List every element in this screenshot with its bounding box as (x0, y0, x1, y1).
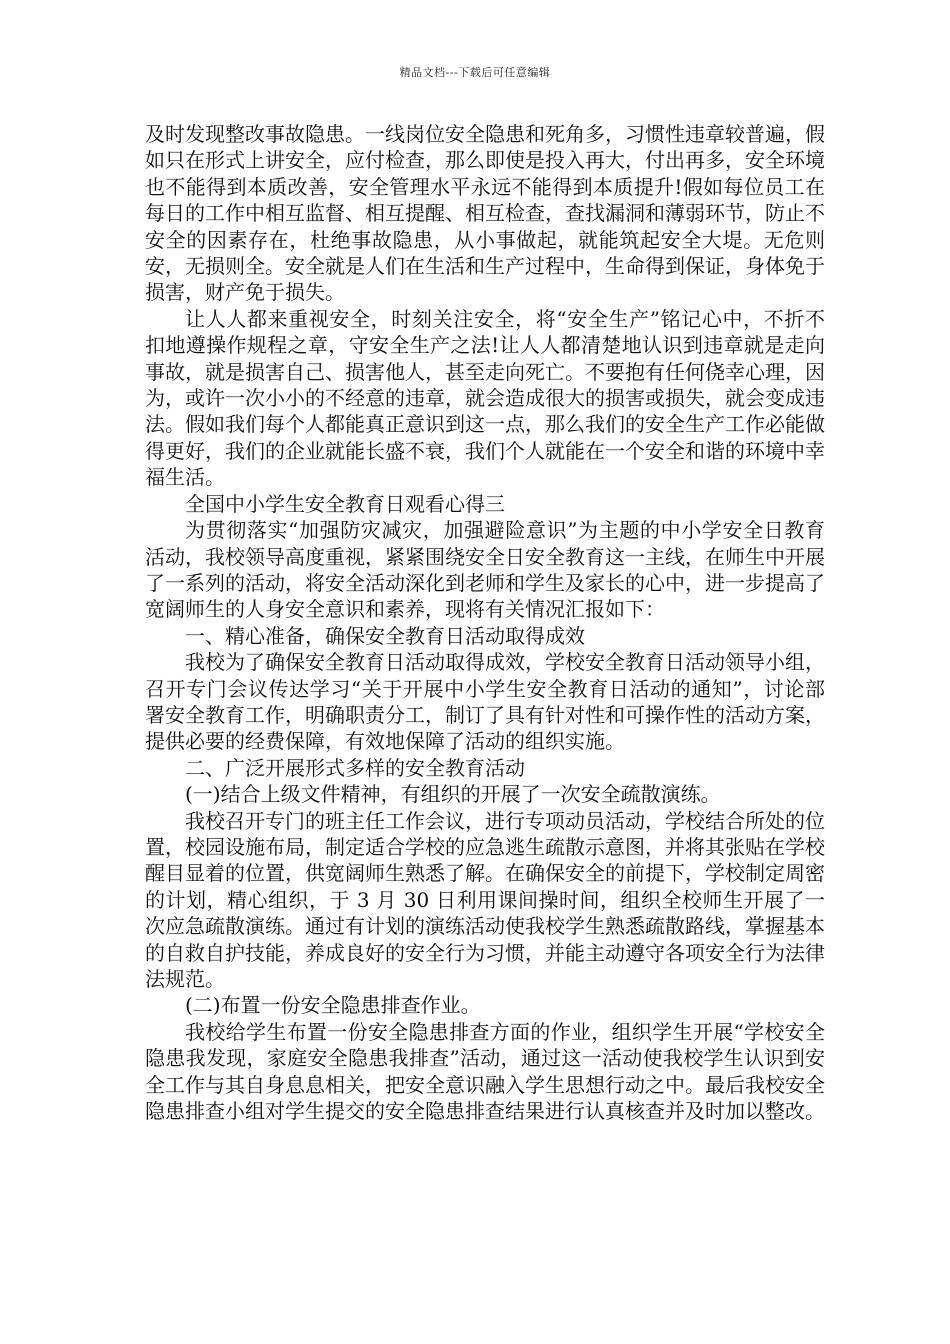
paragraph: 我校为了确保安全教育日活动取得成效，学校安全教育日活动领导小组，召开专门会议传达学习“关于开展中小学生安全教育日活动的通知”，讨论部署安全教育工作，明确职责分工，制订了具有针对性和可操作性的活动方案，提供必要的经费保障，有效地保障了活动的组织实施。 (145, 650, 825, 754)
section-title: 全国中小学生安全教育日观看心得三 (185, 491, 505, 516)
document-body (145, 121, 825, 1124)
section-heading: 一、精心准备，确保安全教育日活动取得成效 (185, 623, 585, 648)
paragraph: 为贯彻落实“加强防灾减灾，加强避险意识”为主题的中小学安全日教育活动，我校领导高度重视，紧紧围绕安全日安全教育这一主线，在师生中开展了一系列的活动，将安全活动深化到老师和学生及家长的心中，进一步提高了宽阔师生的人身安全意识和素养，现将有关情况汇报如下： (145, 518, 825, 622)
paragraph: 及时发现整改事故隐患。一线岗位安全隐患和死角多，习惯性违章较普遍，假如只在形式上讲安全，应付检查，那么即使是投入再大，付出再多，安全环境也不能得到本质改善，安全管理水平永远不能得到本质提升!假如每位员工在每日的工作中相互监督、相互提醒、相互检查，查找漏洞和薄弱环节，防止不安全的因素存在，杜绝事故隐患，从小事做起，就能筑起安全大堤。无危则安，无损则全。安全就是人们在生活和生产过程中，生命得到保证，身体免于损害，财产免于损失。 (145, 122, 825, 305)
paragraph: 让人人都来重视安全，时刻关注安全，将“安全生产”铭记心中，不折不扣地遵操作规程之章，守安全生产之法!让人人都清楚地认识到违章就是走向事故，就是损害自己、损害他人，甚至走向死亡。不要抱有任何侥幸心理，因为，或许一次小小的不经意的违章，就会造成很大的损害或损失，就会变成违法。假如我们每个人都能真正意识到这一点，那么我们的安全生产工作必能做得更好，我们的企业就能长盛不衰，我们个人就能在一个安全和谐的环境中幸福生活。 (145, 306, 825, 490)
page-header: 精品文档---下载后可任意编辑 (399, 66, 551, 79)
section-heading: 二、广泛开展形式多样的安全教育活动 (185, 755, 525, 780)
subsection-heading: (二)布置一份安全隐患排查作业。 (185, 993, 481, 1018)
paragraph: 我校召开专门的班主任工作会议，进行专项动员活动，学校结合所处的位置，校园设施布局，制定适合学校的应急逃生疏散示意图，并将其张贴在学校醒目显着的位置，供宽阔师生熟悉了解。在确保安全的前提下，学校制定周密的计划，精心组织，于 3 月 30 日利用课间操时间，组织全校师生开展了一次应急疏散演练。通过有计划的演练活动使我校学生熟悉疏散路线，掌握基本的自救自护技能，养成良好的安全行为习惯，并能主动遵守各项安全行为法律法规范。 (145, 808, 825, 991)
paragraph: 我校给学生布置一份安全隐患排查方面的作业，组织学生开展“学校安全隐患我发现，家庭安全隐患我排查”活动，通过这一活动使我校学生认识到安全工作与其自身息息相关，把安全意识融入学生思想行动之中。最后我校安全隐患排查小组对学生提交的安全隐患排查结果进行认真核查并及时加以整改。 (145, 1019, 825, 1124)
subsection-heading: (一)结合上级文件精神，有组织的开展了一次安全疏散演练。 (185, 782, 721, 807)
